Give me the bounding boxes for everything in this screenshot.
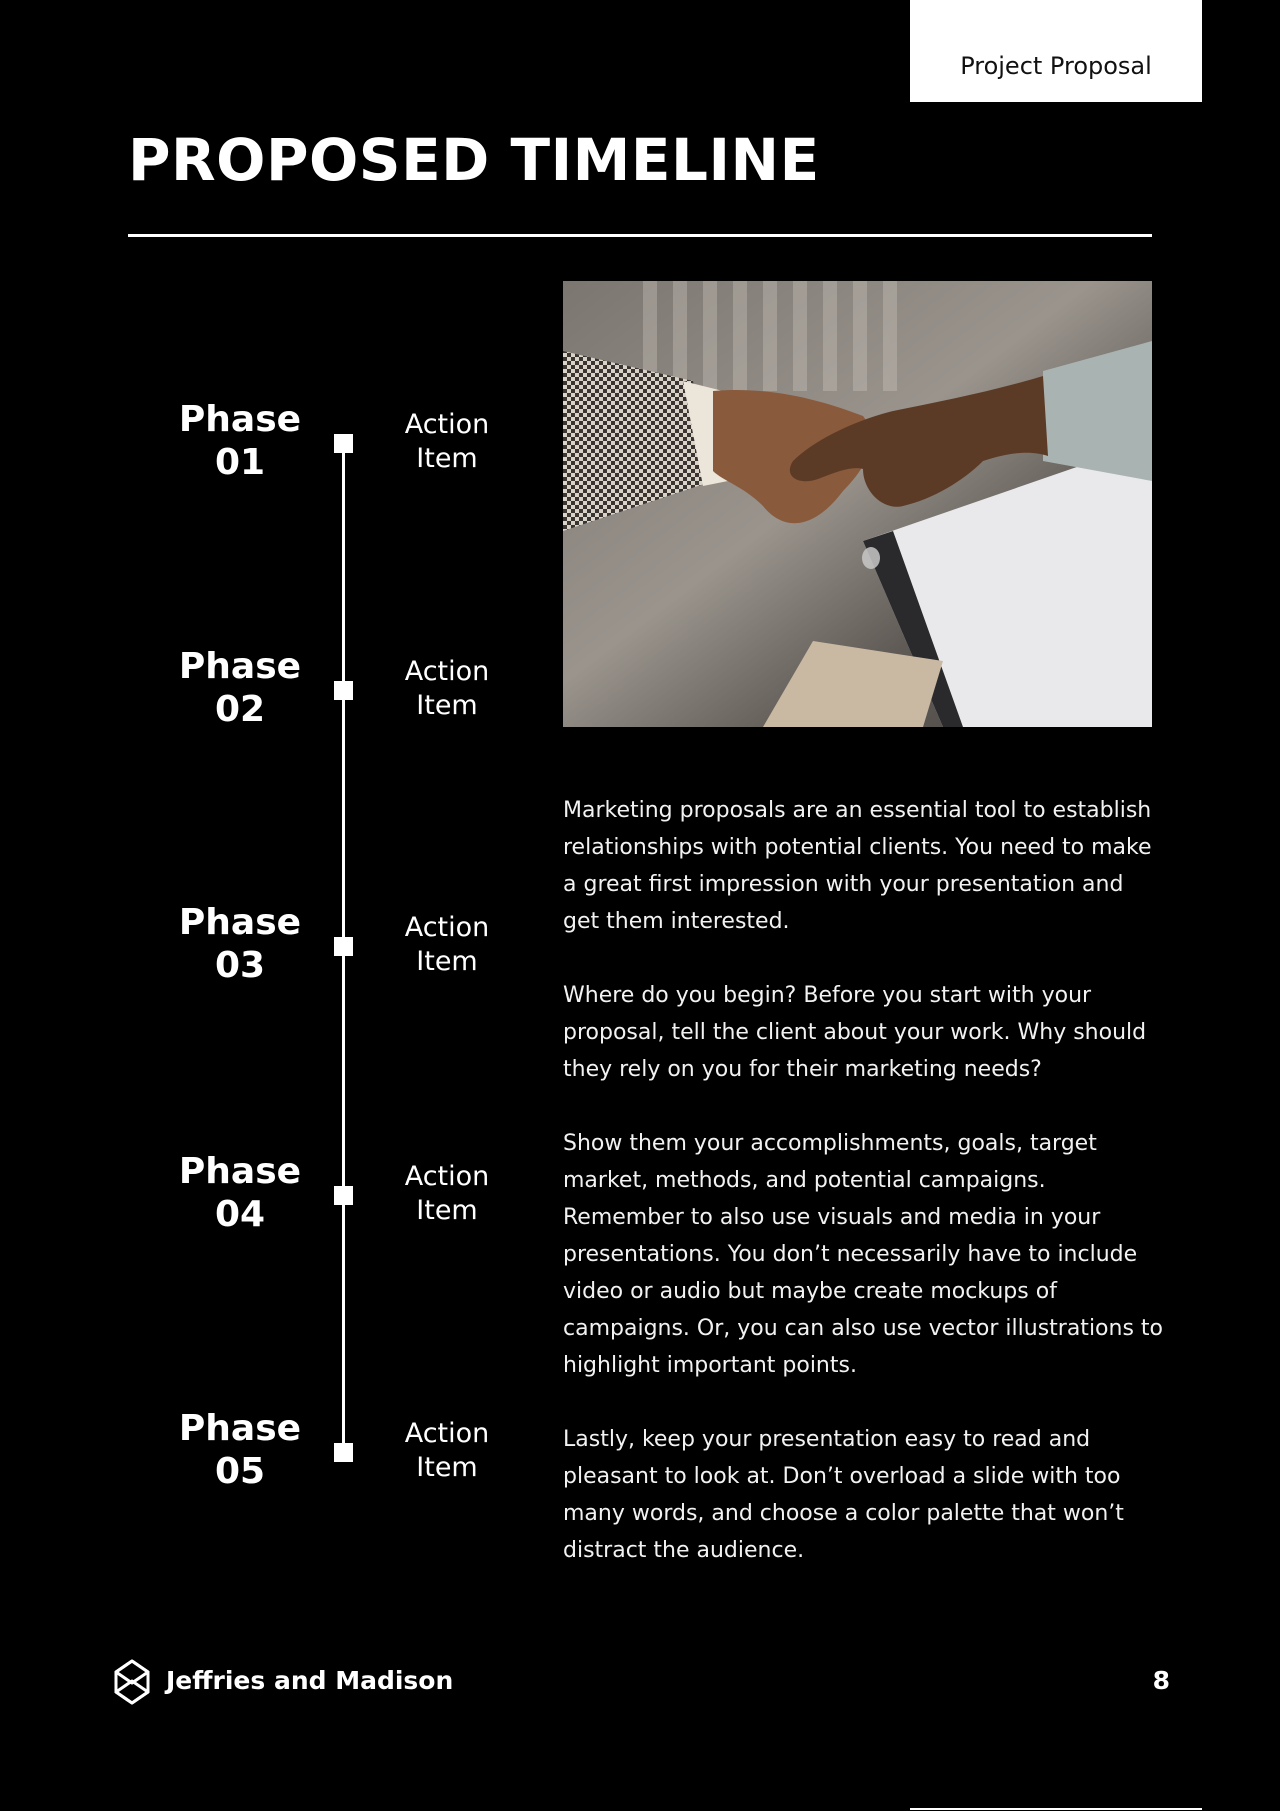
timeline-marker-04 xyxy=(334,1186,353,1205)
document-tag-label: Project Proposal xyxy=(960,52,1152,80)
handshake-illustration xyxy=(563,281,1152,727)
timeline-marker-02 xyxy=(334,681,353,700)
item-word: Item xyxy=(416,1195,478,1226)
timeline-marker-03 xyxy=(334,937,353,956)
bottom-divider xyxy=(910,1808,1202,1810)
action-word: Action xyxy=(404,656,490,687)
body-paragraph: Marketing proposals are an essential tool to establish relationships with potential clients. You need to make a great first impression with your presentation and get them interested. xyxy=(563,798,1152,934)
action-item-05 xyxy=(380,1417,514,1485)
phase-label-02 xyxy=(160,645,320,731)
phase-number: 02 xyxy=(214,689,266,730)
phase-label-03 xyxy=(160,901,320,987)
item-word: Item xyxy=(416,946,478,977)
phase-word: Phase xyxy=(178,1408,302,1449)
body-paragraph: Where do you begin? Before you start with your proposal, tell the client about your work. Why should they rely on you for their marketing needs? xyxy=(563,983,1147,1082)
phase-word: Phase xyxy=(178,646,302,687)
body-paragraph: Lastly, keep your presentation easy to read and pleasant to look at. Don’t overload a slide with too many words, and choose a color palette that won’t distract the audience. xyxy=(563,1427,1124,1563)
action-item-04 xyxy=(380,1160,514,1228)
item-word: Item xyxy=(416,1452,478,1483)
phase-number: 05 xyxy=(214,1451,266,1492)
diamond-logo-icon xyxy=(110,1658,154,1706)
item-word: Item xyxy=(416,443,478,474)
action-item-03 xyxy=(380,911,514,979)
action-item-02 xyxy=(380,655,514,723)
body-copy xyxy=(563,792,1163,1606)
action-word: Action xyxy=(404,1418,490,1449)
phase-word: Phase xyxy=(178,902,302,943)
page-number: 8 xyxy=(1152,1666,1170,1695)
item-word: Item xyxy=(416,690,478,721)
phase-label-04 xyxy=(160,1150,320,1236)
phase-number: 01 xyxy=(214,442,266,483)
page-title: PROPOSED TIMELINE xyxy=(128,126,820,194)
title-divider xyxy=(128,234,1152,237)
document-tag xyxy=(910,0,1202,102)
action-word: Action xyxy=(404,1161,490,1192)
brand-name: Jeffries and Madison xyxy=(166,1666,454,1695)
action-item-01 xyxy=(380,408,514,476)
timeline-marker-01 xyxy=(334,434,353,453)
phase-number: 04 xyxy=(214,1194,266,1235)
handshake-photo xyxy=(563,281,1152,727)
action-word: Action xyxy=(404,912,490,943)
phase-label-05 xyxy=(160,1407,320,1493)
phase-number: 03 xyxy=(214,945,266,986)
phase-word: Phase xyxy=(178,399,302,440)
phase-label-01 xyxy=(160,398,320,484)
phase-word: Phase xyxy=(178,1151,302,1192)
timeline-marker-05 xyxy=(334,1443,353,1462)
action-word: Action xyxy=(404,409,490,440)
body-paragraph: Show them your accomplishments, goals, target market, methods, and potential campaigns. Remember to also use visuals and media in your presentations. You don’t necessarily have to include video or audio but maybe create mockups of campaigns. Or, you can also use vector illustrations to highlight important points. xyxy=(563,1131,1163,1378)
